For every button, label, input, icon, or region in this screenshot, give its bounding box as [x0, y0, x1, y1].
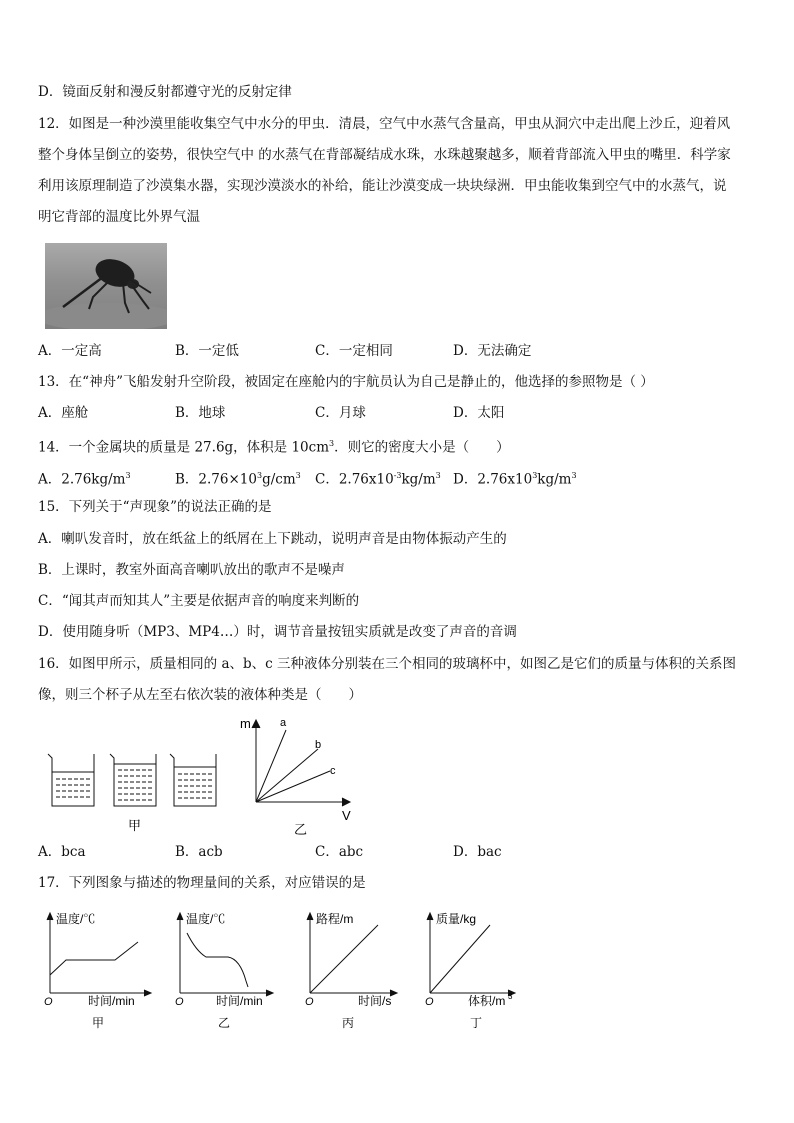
q13-option-c: C．月球: [315, 405, 366, 421]
graph-jia: [44, 911, 151, 1030]
q16-stem-line-2: 像，则三个杯子从左至右依次装的液体种类是（ ）: [38, 687, 362, 703]
q14-option-c-sup2: 3: [435, 471, 441, 480]
q12-option-a: A．一定高: [38, 343, 102, 359]
q14-option-c: [315, 466, 441, 490]
q16-option-a: A．bca: [38, 844, 86, 860]
graph-yi-origin: O: [175, 996, 184, 1008]
q15-stem: 15．下列关于“声现象”的说法正确的是: [38, 499, 272, 515]
q12-stem-line-2: 整个身体呈倒立的姿势，很快空气中 的水蒸气在背部凝结成水珠，水珠越聚越多，顺着背部流入甲虫的嘴里．科学家: [38, 147, 731, 163]
q14-stem-tail: ．则它的密度大小是（ ）: [334, 439, 510, 456]
q14-option-c-text: C．2.76x10: [315, 471, 394, 488]
q14-option-d-sup2: 3: [571, 471, 577, 480]
q12-stem-line-3: 利用该原理制造了沙漠集水器，实现沙漠淡水的补给，能让沙漠变成一块块绿洲．甲虫能收集到空气中的水蒸气，说: [38, 178, 727, 194]
graph-jia-origin: O: [44, 996, 53, 1008]
q12-option-d: D．无法确定: [453, 343, 532, 359]
q14-option-d-unit: kg/m: [537, 471, 572, 488]
graph-ding-ylabel: 质量/kg: [436, 912, 477, 926]
graph-yi-xlabel: 时间/min: [216, 994, 263, 1008]
q16-option-c: C．abc: [315, 844, 364, 860]
q14-option-b-sup2: 3: [295, 471, 301, 480]
q12-option-b: B．一定低: [175, 343, 239, 359]
q14-stem-sup: 3: [329, 439, 335, 448]
beaker-2: [110, 754, 156, 806]
q14-stem: [38, 434, 510, 458]
q14-stem-main: 14．一个金属块的质量是 27.6g，体积是 10cm: [38, 439, 330, 456]
line-b-label: b: [315, 739, 322, 751]
graph-y-axis-label: m: [240, 716, 251, 731]
q14-option-d-sup: 3: [532, 471, 538, 480]
q14-option-c-unit: kg/m: [401, 471, 436, 488]
q13-option-b: B．地球: [175, 405, 226, 421]
graph-ding-xlabel: 体积/m: [468, 994, 506, 1008]
q16-stem-line-1: 16．如图甲所示，质量相同的 a、b、c 三种液体分别装在三个相同的玻璃杯中，如图乙是它们的质量与体积的关系图: [38, 656, 737, 672]
graph-yi: [175, 911, 273, 1030]
graph-yi-caption: 乙: [218, 1016, 231, 1030]
q15-option-c: C．“闻其声而知其人”主要是依据声音的响度来判断的: [38, 593, 360, 609]
q16-option-b: B．acb: [175, 844, 223, 860]
graph-x-axis-label: V: [342, 808, 351, 823]
q14-option-b: [175, 466, 301, 490]
line-b: [256, 749, 318, 802]
q14-option-b-text: B．2.76×10: [175, 471, 257, 488]
mass-volume-graph: [252, 720, 350, 806]
graph-ding-origin: O: [425, 996, 434, 1008]
figure-jia-label: 甲: [128, 818, 142, 833]
graph-jia-caption: 甲: [92, 1016, 105, 1030]
q14-option-a-text: A．2.76kg/m: [38, 471, 126, 488]
q13-option-d: D．太阳: [453, 405, 505, 421]
graph-bing-ylabel: 路程/m: [316, 912, 354, 926]
beetle-photo: [45, 243, 167, 329]
q14-option-c-sup: -3: [393, 471, 402, 480]
q12-stem-line-4: 明它背部的温度比外界气温: [38, 209, 200, 225]
beaker-1: [48, 754, 94, 806]
q14-option-a-sup: 3: [125, 471, 131, 480]
q12-stem-line-1: 12．如图是一种沙漠里能收集空气中水分的甲虫．清晨，空气中水蒸气含量高，甲虫从洞穴中走出爬上沙丘，迎着风: [38, 116, 731, 132]
graph-ding-caption: 丁: [470, 1016, 483, 1030]
line-a-label: a: [280, 717, 287, 729]
q14-option-a: [38, 466, 131, 490]
q13-option-a: A．座舱: [38, 405, 89, 421]
figure-yi-label: 乙: [294, 822, 308, 837]
graph-bing: [305, 912, 397, 1030]
graph-bing-xlabel: 时间/s: [358, 994, 392, 1008]
q15-option-d: D．使用随身听（MP3、MP4…）时，调节音量按钮实质就是改变了声音的音调: [38, 624, 517, 640]
q11-option-d: D．镜面反射和漫反射都遵守光的反射定律: [38, 84, 292, 100]
beaker-3: [170, 754, 216, 806]
line-c-label: c: [330, 765, 336, 777]
graph-yi-ylabel: 温度/℃: [186, 912, 226, 926]
q13-stem: 13．在“神舟”飞船发射升空阶段，被固定在座舱内的宇航员认为自己是静止的，他选择的参照物是（ ）: [38, 374, 654, 390]
q15-option-b: B．上课时，教室外面高音喇叭放出的歌声不是噪声: [38, 562, 345, 578]
graph-ding: [425, 911, 515, 1030]
q16-option-d: D．bac: [453, 844, 502, 860]
q14-option-d-text: D．2.76x10: [453, 471, 533, 488]
graph-jia-xlabel: 时间/min: [88, 994, 135, 1008]
q15-option-a: A．喇叭发音时，放在纸盆上的纸屑在上下跳动，说明声音是由物体振动产生的: [38, 531, 507, 547]
q14-option-b-unit: g/cm: [262, 471, 296, 488]
q14-option-d: [453, 466, 577, 490]
graph-bing-origin: O: [305, 996, 314, 1008]
q17-stem: 17．下列图象与描述的物理量间的关系，对应错误的是: [38, 875, 366, 891]
q14-option-b-sup: 3: [256, 471, 263, 480]
q17-graphs: [40, 905, 530, 1035]
q16-figure: [40, 712, 370, 842]
graph-ding-xlabel-sup: 3: [508, 992, 513, 1001]
graph-jia-ylabel: 温度/℃: [56, 912, 96, 926]
graph-bing-caption: 丙: [342, 1016, 355, 1030]
q12-option-c: C．一定相同: [315, 343, 393, 359]
